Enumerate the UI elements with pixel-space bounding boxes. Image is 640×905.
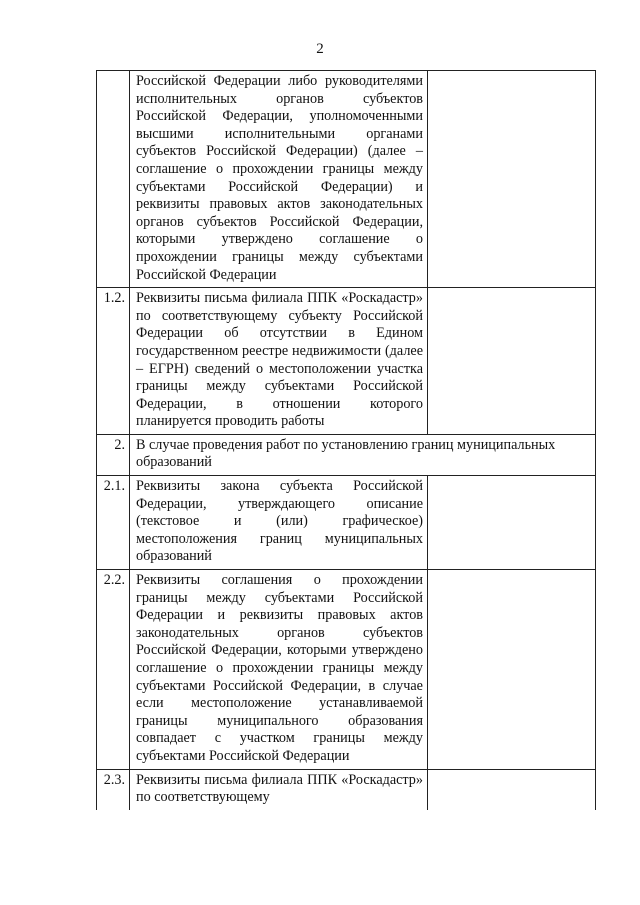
row-number: 2.1. [97, 476, 130, 570]
row-value-cell [428, 476, 596, 570]
row-number: 2.2. [97, 570, 130, 770]
section-heading: В случае проведения работ по установлению границ муниципальных образований [130, 434, 596, 475]
row-number: 2. [97, 434, 130, 475]
row-description: Реквизиты соглашения о прохождении границы между субъектами Российской Федерации и реквизиты правовых актов законодательных органов субъектов Российской Федерации, которыми утверждено соглашение о прохождении границы между субъектами Российской Федерации, в случае если местоположение устанавливаемой границы муниципального образования совпадает с участком границы между субъектами Российской Федерации [130, 570, 428, 770]
table-row [97, 71, 596, 288]
section-row [97, 434, 596, 475]
row-description: Реквизиты закона субъекта Российской Федерации, утверждающего описание (текстовое и (или) графическое) местоположения границ муниципальных образований [130, 476, 428, 570]
row-value-cell [428, 769, 596, 810]
row-description: Реквизиты письма филиала ППК «Роскадастр» по соответствующему [130, 769, 428, 810]
table-row [97, 570, 596, 770]
requisites-table [96, 70, 596, 810]
table-row [97, 288, 596, 435]
row-number [97, 71, 130, 288]
row-description: Российской Федерации либо руководителями исполнительных органов субъектов Российской Федерации, уполномоченными высшими исполнительными органами субъектов Российской Федерации) (далее – соглашение о прохождении границы между субъектами Российской Федерации) и реквизиты правовых актов законодательных органов субъектов Российской Федерации, которыми утверждено соглашение о прохождении границы между субъектами Российской Федерации [130, 71, 428, 288]
row-description: Реквизиты письма филиала ППК «Роскадастр» по соответствующему субъекту Российской Федерации об отсутствии в Едином государственном реестре недвижимости (далее – ЕГРН) сведений о местоположении участка границы между субъектами Российской Федерации, в отношении которого планируется проводить работы [130, 288, 428, 435]
row-value-cell [428, 71, 596, 288]
table-row [97, 769, 596, 810]
table-row [97, 476, 596, 570]
row-number: 2.3. [97, 769, 130, 810]
page-number: 2 [316, 41, 324, 57]
row-value-cell [428, 570, 596, 770]
row-number: 1.2. [97, 288, 130, 435]
row-value-cell [428, 288, 596, 435]
